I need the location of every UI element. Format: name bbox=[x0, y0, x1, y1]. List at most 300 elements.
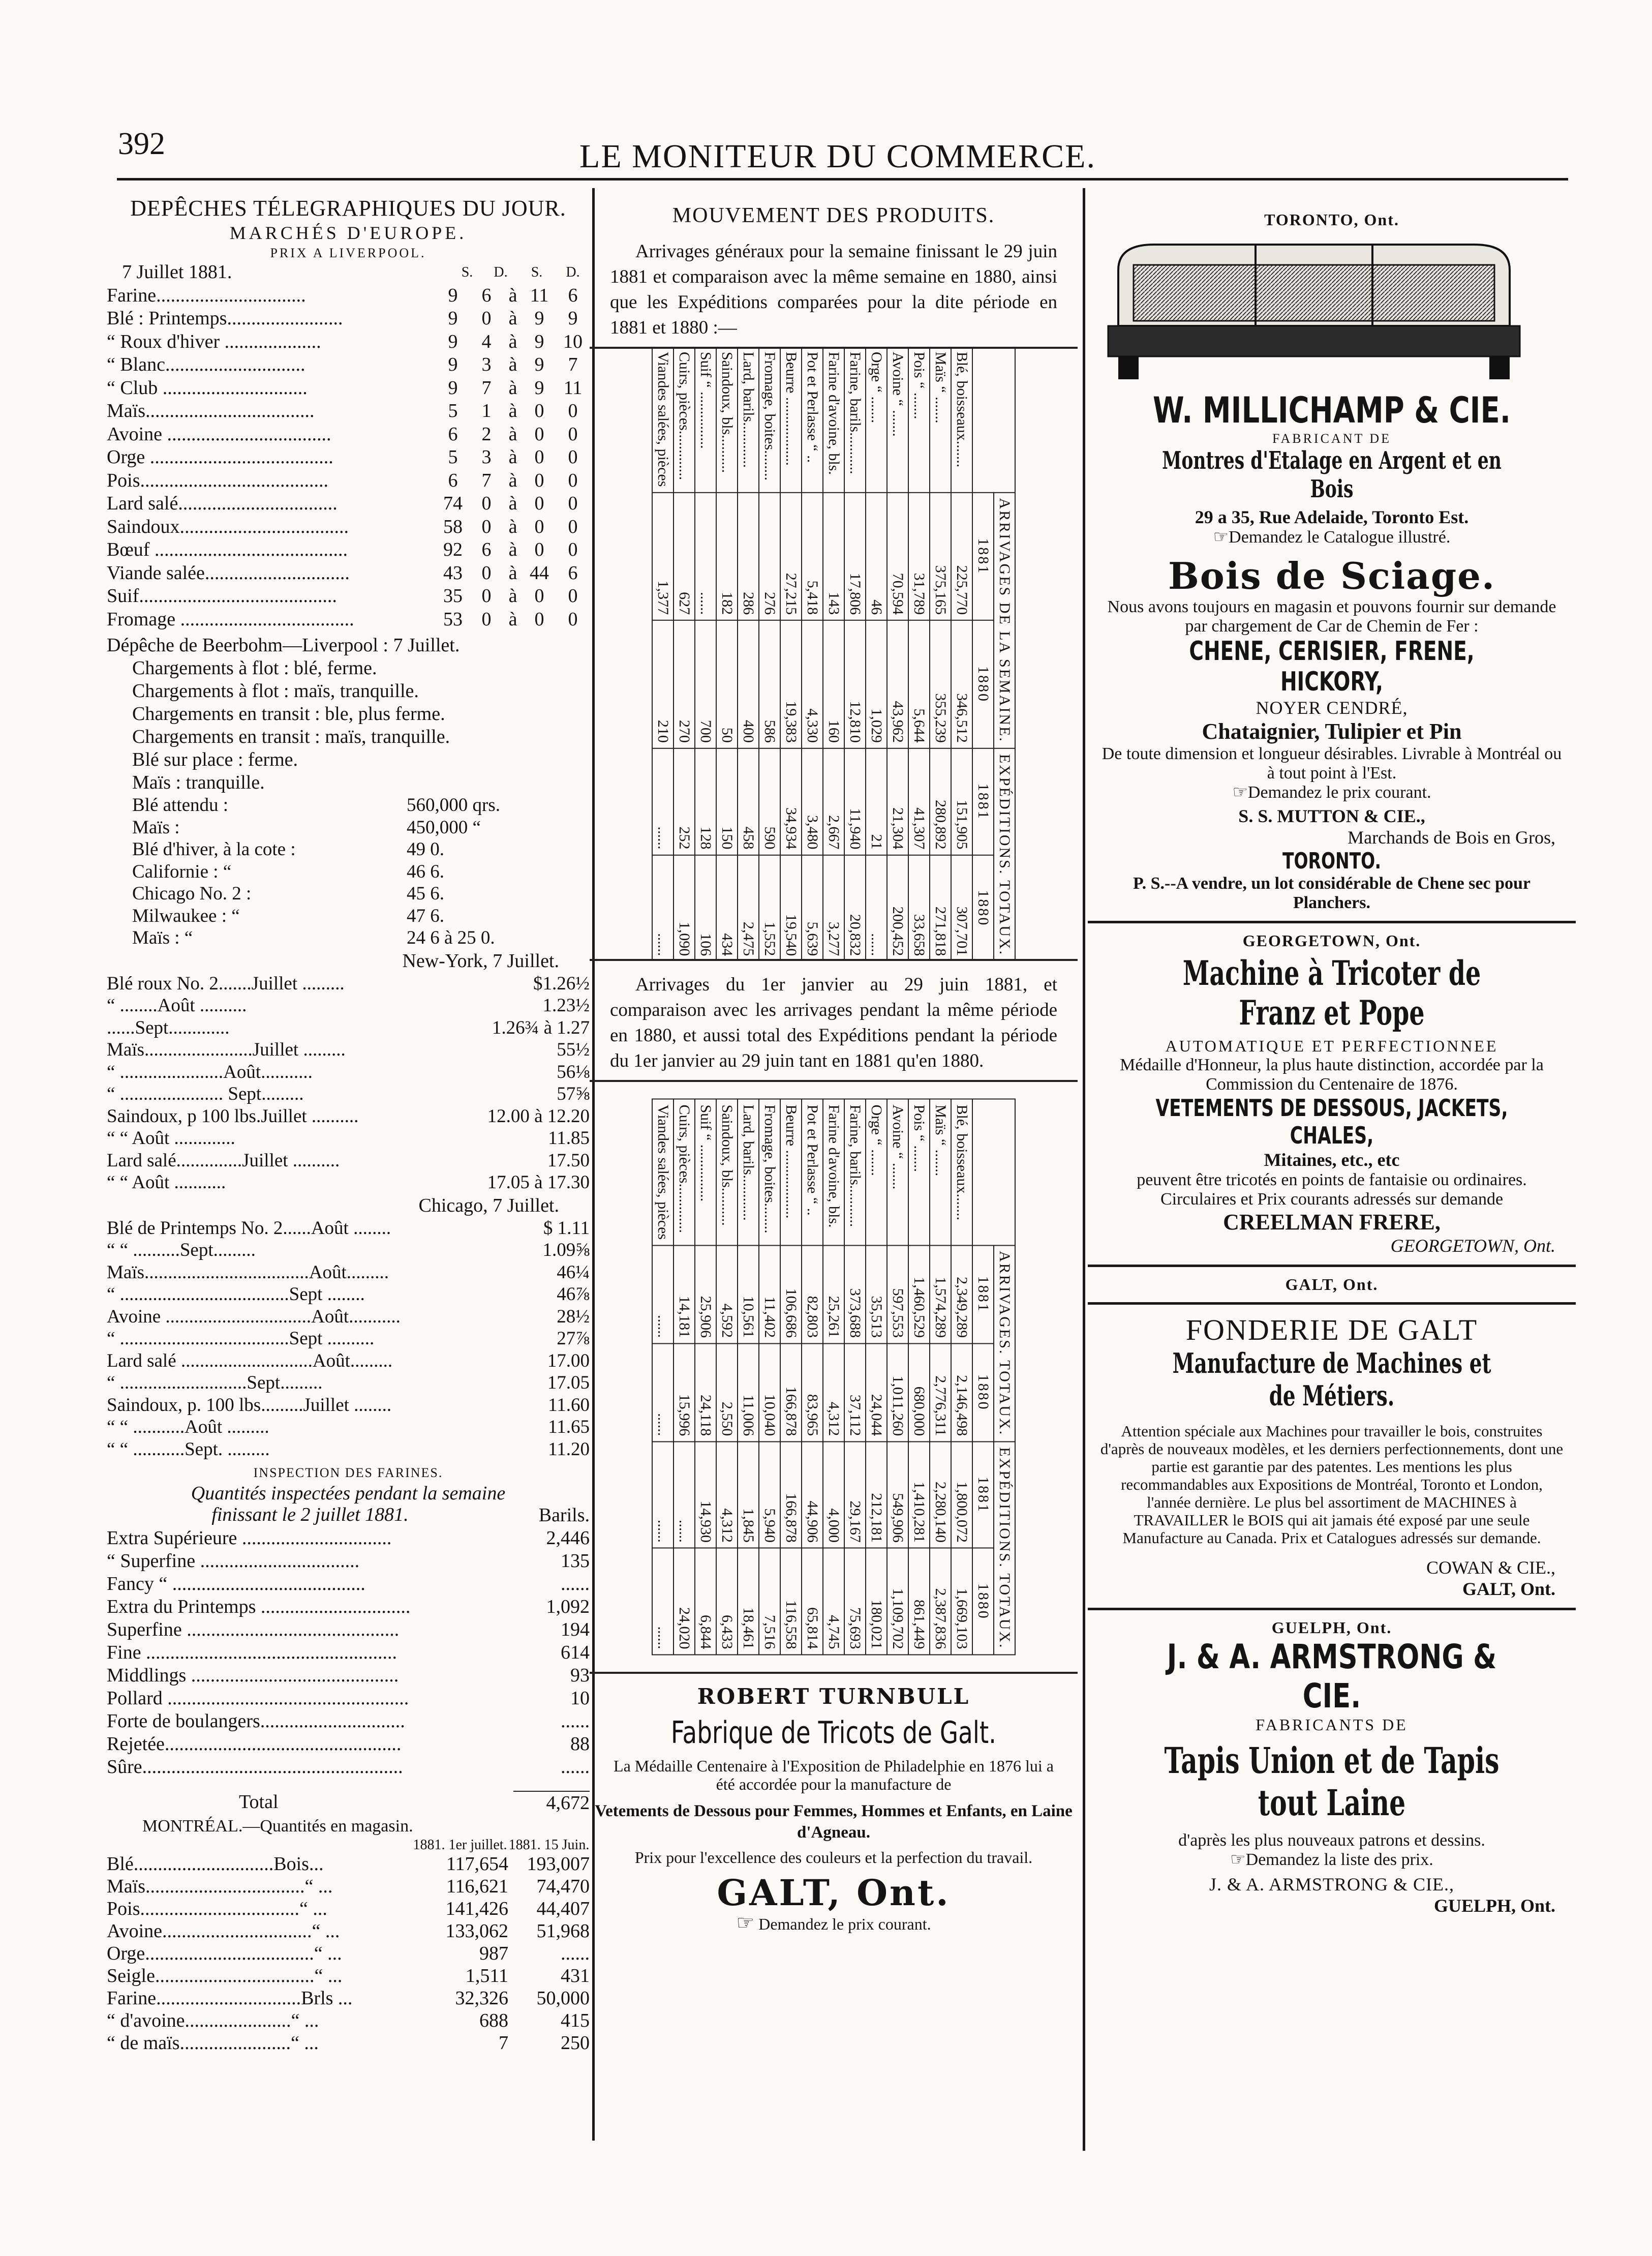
right-column bbox=[1088, 188, 1576, 2241]
table-cell: 225,770 bbox=[951, 492, 972, 620]
product-name: Farine d'avoine, bls. bbox=[823, 347, 844, 492]
guelph-heading: GUELPH, Ont. bbox=[1271, 1618, 1392, 1637]
table-cell: ...... bbox=[652, 1441, 674, 1548]
ny-value: 17.05 à 17.30 bbox=[487, 1172, 590, 1193]
table-cell: 37,112 bbox=[844, 1343, 866, 1441]
table-row bbox=[951, 1099, 972, 1655]
montreal-heading: MONTRÉAL.—Quantités en magasin. bbox=[142, 1817, 413, 1836]
price-s2: 44 bbox=[530, 562, 549, 584]
montreal-value-1880: 415 bbox=[561, 2010, 590, 2031]
montreal-value-1880: 431 bbox=[561, 1965, 590, 1987]
ny-row bbox=[107, 1127, 590, 1150]
price-a: à bbox=[508, 585, 517, 607]
table-cell: 50 bbox=[716, 620, 738, 748]
montreal-row bbox=[107, 1942, 590, 1965]
inspection-subheading-2: finissant le 2 juillet 1881. bbox=[211, 1504, 409, 1525]
table-cell: 44,906 bbox=[802, 1441, 823, 1548]
price-row bbox=[107, 307, 590, 330]
montreal-row bbox=[107, 1898, 590, 1920]
table-cell: 1,377 bbox=[652, 492, 674, 620]
table-row bbox=[887, 1099, 908, 1655]
price-s2: 11 bbox=[530, 284, 549, 306]
ny-row bbox=[107, 1017, 590, 1039]
price-s1: 6 bbox=[448, 469, 458, 491]
price-d2: 0 bbox=[568, 423, 578, 445]
mtl-col-2: 1881. 15 Juin. bbox=[508, 1837, 590, 1853]
galt-heading: GALT, Ont. bbox=[1285, 1275, 1379, 1294]
price-d2: 0 bbox=[568, 516, 578, 537]
price-row bbox=[107, 446, 590, 469]
price-label: Fromage .................................... bbox=[107, 608, 354, 630]
price-s1: 58 bbox=[443, 516, 463, 537]
table-cell: 4,000 bbox=[823, 1441, 844, 1548]
chi-row bbox=[107, 1438, 590, 1461]
table-cell: 17,806 bbox=[844, 492, 866, 620]
montreal-row bbox=[107, 1920, 590, 1942]
bois-text-2: De toute dimension et longueur désirables. Livrable à Montréal ou à tout point à l'Est. bbox=[1102, 744, 1562, 783]
chi-label: Saindoux, p. 100 lbs.........Juillet ........ bbox=[107, 1394, 392, 1416]
chi-value: 28½ bbox=[557, 1306, 590, 1327]
table-cell: 6,844 bbox=[695, 1548, 716, 1655]
table-cell: ...... bbox=[674, 1441, 695, 1548]
flour-row bbox=[107, 1596, 590, 1618]
flour-value: 614 bbox=[561, 1642, 590, 1663]
ny-label: “ ...................... Sept......... bbox=[107, 1084, 304, 1104]
chi-label: Lard salé ............................Août......... bbox=[107, 1350, 393, 1371]
table-cell: 11,940 bbox=[844, 748, 866, 855]
price-s1: 9 bbox=[448, 284, 458, 306]
product-name: Avoine “ ....... bbox=[887, 347, 908, 492]
table-row bbox=[887, 347, 908, 961]
price-header: 7 Juillet 1881. S. D. S. D. bbox=[107, 261, 590, 284]
table-head-expeditions: EXPÉDITIONS. TOTAUX. bbox=[994, 748, 1015, 961]
bois-ps: P. S.--A vendre, un lot considérable de Chene sec pour Planchers. bbox=[1133, 874, 1531, 912]
table-cell: 150 bbox=[716, 748, 738, 855]
table-cell: 5,639 bbox=[802, 855, 823, 961]
price-a: à bbox=[508, 354, 517, 375]
product-name: Pot et Perlasse “ .. bbox=[802, 347, 823, 492]
cowan-city: GALT, Ont. bbox=[1462, 1579, 1555, 1599]
montreal-value-1881: 141,426 bbox=[445, 1898, 508, 1919]
beerbohm-line: Chargements à flot : blé, ferme. bbox=[132, 657, 377, 679]
beerbohm-line: Maïs : tranquille. bbox=[132, 772, 265, 793]
chi-label: “ “ ..........Sept......... bbox=[107, 1240, 256, 1260]
attendu-row bbox=[107, 794, 590, 817]
price-s2: 9 bbox=[534, 330, 544, 352]
price-d2: 9 bbox=[568, 308, 578, 329]
product-name: Maïs “ ....... bbox=[930, 1099, 951, 1245]
price-d1: 6 bbox=[481, 539, 492, 560]
attendu-row bbox=[107, 905, 590, 927]
table-cell: 21,304 bbox=[887, 748, 908, 855]
attendu-row bbox=[107, 883, 590, 905]
table-cell: 128 bbox=[695, 748, 716, 855]
flour-value: 2,446 bbox=[546, 1527, 590, 1549]
table-cell: 4,312 bbox=[823, 1343, 844, 1441]
price-s2: 9 bbox=[534, 377, 544, 399]
product-name: Maïs “ ....... bbox=[930, 347, 951, 492]
flour-label: Extra Supérieure ............................... bbox=[107, 1527, 392, 1549]
product-name: Lard, barils............ bbox=[738, 347, 759, 492]
price-row bbox=[107, 469, 590, 493]
flour-label: Rejetée................................................. bbox=[107, 1733, 402, 1755]
flour-value: 1,092 bbox=[546, 1596, 590, 1617]
table-cell: 212,181 bbox=[866, 1441, 887, 1548]
table-row bbox=[738, 347, 759, 961]
beerbohm-line: Blé sur place : ferme. bbox=[132, 749, 298, 770]
chi-row bbox=[107, 1328, 590, 1350]
product-name: Fromage, boites........ bbox=[759, 347, 780, 492]
flour-row bbox=[107, 1641, 590, 1664]
price-s2: 0 bbox=[534, 585, 544, 607]
table-cell: 11,402 bbox=[759, 1245, 780, 1343]
table-cell: 590 bbox=[759, 748, 780, 855]
ny-value: 1.23½ bbox=[542, 995, 590, 1016]
pointing-hand-icon: ☞ bbox=[736, 1911, 755, 1934]
price-row bbox=[107, 538, 590, 562]
chi-label: “ “ ...........Sept. ......... bbox=[107, 1438, 270, 1460]
chi-value: 46¼ bbox=[557, 1261, 590, 1283]
table-cell: 627 bbox=[674, 492, 695, 620]
table-cell: 1,574,289 bbox=[930, 1245, 951, 1343]
product-name: Suif “ ............... bbox=[695, 347, 716, 492]
table-cell: 180,021 bbox=[866, 1548, 887, 1655]
armstrong-sub: FABRICANTS DE bbox=[1256, 1716, 1408, 1734]
table-cell: 355,239 bbox=[930, 620, 951, 748]
table-cell: 33,658 bbox=[908, 855, 930, 961]
montreal-row bbox=[107, 1853, 590, 1875]
table-cell: 271,818 bbox=[930, 855, 951, 961]
ny-row bbox=[107, 995, 590, 1017]
price-a: à bbox=[508, 608, 517, 630]
price-label: Suif......................................... bbox=[107, 585, 337, 607]
fonderie-title: FONDERIE DE GALT bbox=[1185, 1313, 1478, 1346]
table-cell: 25,261 bbox=[823, 1245, 844, 1343]
table-cell: 19,383 bbox=[780, 620, 802, 748]
price-label: Viande salée.............................. bbox=[107, 562, 350, 584]
ny-row bbox=[107, 1150, 590, 1172]
table-head-expeditions: EXPÉDITIONS. TOTAUX. bbox=[994, 1441, 1015, 1655]
table-cell: ...... bbox=[866, 855, 887, 961]
turnbull-text: La Médaille Centenaire à l'Exposition de Philadelphie en 1876 lui a été accordée pour la manufacture de bbox=[614, 1757, 1054, 1793]
product-name: Viandes salées, pièces bbox=[652, 1099, 674, 1245]
chicago-list bbox=[107, 1217, 590, 1461]
price-d2: 7 bbox=[568, 354, 578, 375]
chi-value: $ 1.11 bbox=[543, 1217, 590, 1239]
chi-label: Maïs...................................Août......... bbox=[107, 1261, 389, 1283]
flour-row bbox=[107, 1756, 590, 1779]
armstrong-firm: J. & A. ARMSTRONG & CIE., bbox=[1209, 1874, 1455, 1894]
date-label: 7 Juillet 1881. bbox=[122, 261, 232, 283]
turnbull-products: Vetements de Dessous pour Femmes, Hommes et Enfants, en Laine d'Agneau. bbox=[595, 1802, 1073, 1842]
price-d2: 0 bbox=[568, 585, 578, 607]
table-cell: 70,594 bbox=[887, 492, 908, 620]
divider bbox=[1088, 1608, 1576, 1610]
chicago-heading: Chicago, 7 Juillet. bbox=[418, 1194, 559, 1216]
table-cell: 11,006 bbox=[738, 1343, 759, 1441]
table-cell: 14,181 bbox=[674, 1245, 695, 1343]
table-row bbox=[674, 1099, 695, 1655]
millichamp-catalogue: ☞Demandez le Catalogue illustré. bbox=[1213, 528, 1451, 547]
table-cell: 373,688 bbox=[844, 1245, 866, 1343]
creelman-firm: CREELMAN FRERE, bbox=[1223, 1210, 1441, 1235]
table-cell: 24,020 bbox=[674, 1548, 695, 1655]
table-cell: 2,387,836 bbox=[930, 1548, 951, 1655]
machine-text-2: peuvent être tricotés en points de fantaisie ou ordinaires. bbox=[1137, 1170, 1527, 1189]
bois-title: Bois de Sciage. bbox=[1168, 554, 1496, 597]
price-label: Saindoux................................... bbox=[107, 516, 349, 537]
chi-label: “ ...........................Sept......... bbox=[107, 1372, 323, 1393]
attendu-list bbox=[107, 794, 590, 949]
chi-row bbox=[107, 1261, 590, 1284]
attendu-label: Blé attendu : bbox=[132, 795, 229, 816]
table-row bbox=[930, 347, 951, 961]
flour-row bbox=[107, 1573, 590, 1596]
price-a: à bbox=[508, 377, 517, 399]
price-d2: 10 bbox=[563, 330, 583, 352]
price-d1: 0 bbox=[481, 308, 492, 329]
chi-value: 17.05 bbox=[547, 1372, 590, 1393]
price-d2: 6 bbox=[568, 284, 578, 306]
price-s2: 0 bbox=[534, 400, 544, 422]
ny-heading: New-York, 7 Juillet. bbox=[402, 950, 559, 972]
attendu-label: Maïs : “ bbox=[132, 927, 193, 948]
page-title: LE MONITEUR DU COMMERCE. bbox=[579, 138, 1096, 175]
table-cell: 1,800,072 bbox=[951, 1441, 972, 1548]
product-name: Pot et Perlasse “ .. bbox=[802, 1099, 823, 1245]
table-cell: 160 bbox=[823, 620, 844, 748]
product-name: Blé, boisseaux....... bbox=[951, 1099, 972, 1245]
table-cell: 286 bbox=[738, 492, 759, 620]
turnbull-text-2: Prix pour l'excellence des couleurs et la perfection du travail. bbox=[634, 1848, 1033, 1867]
price-s2: 0 bbox=[534, 516, 544, 537]
product-name: Fromage, boites........ bbox=[759, 1099, 780, 1245]
montreal-value-1881: 688 bbox=[479, 2010, 508, 2031]
price-s1: 9 bbox=[448, 377, 458, 399]
table-cell: 182 bbox=[716, 492, 738, 620]
weekly-table-wrap bbox=[590, 347, 1078, 961]
price-d1: 7 bbox=[481, 469, 492, 491]
montreal-value-1881: 32,326 bbox=[455, 1988, 508, 2009]
montreal-value-1881: 1,511 bbox=[465, 1965, 508, 1987]
table-cell: 1,090 bbox=[674, 855, 695, 961]
attendu-value: 45 6. bbox=[407, 883, 444, 904]
price-s2: 0 bbox=[534, 493, 544, 514]
table-year: 1881 bbox=[972, 1441, 994, 1548]
beerbohm-list bbox=[107, 657, 590, 794]
page-number: 392 bbox=[118, 127, 165, 161]
flour-row bbox=[107, 1664, 590, 1687]
table-row bbox=[780, 1099, 802, 1655]
product-name: Avoine “ ....... bbox=[887, 1099, 908, 1245]
price-a: à bbox=[508, 493, 517, 514]
price-row bbox=[107, 284, 590, 308]
table-row bbox=[695, 1099, 716, 1655]
ny-label: “ “ Août ........... bbox=[107, 1172, 226, 1193]
table-cell: 400 bbox=[738, 620, 759, 748]
attendu-row bbox=[107, 838, 590, 861]
table-cell: 307,701 bbox=[951, 855, 972, 961]
attendu-row bbox=[107, 861, 590, 883]
price-d1: 2 bbox=[481, 423, 492, 445]
price-label: “ Club .............................. bbox=[107, 377, 308, 399]
table-head-arrivages: ARRIVAGES. TOTAUX. bbox=[994, 1245, 1015, 1441]
attendu-label: Maïs : bbox=[132, 817, 180, 838]
price-s2: 9 bbox=[534, 308, 544, 329]
price-d1: 0 bbox=[481, 608, 492, 630]
divider bbox=[1088, 1302, 1576, 1305]
table-row bbox=[802, 1099, 823, 1655]
montreal-label: Pois.................................“ ... bbox=[107, 1898, 327, 1919]
montreal-label: Maïs.................................“ ... bbox=[107, 1876, 333, 1897]
price-s1: 5 bbox=[448, 446, 458, 468]
montreal-label: Orge...................................“ ... bbox=[107, 1943, 342, 1964]
ny-value: $1.26½ bbox=[533, 973, 590, 994]
table-cell: 346,512 bbox=[951, 620, 972, 748]
cumulative-intro: Arrivages du 1er janvier au 29 juin 1881, et comparaison avec les arrivages pendant la même période en 1880, et aussi total des Expéditions pendant la période du 1er janvier au 29 juin tant en 1881 qu'en 1880. bbox=[610, 974, 1057, 1071]
attendu-value: 46 6. bbox=[407, 861, 444, 882]
price-s2: 0 bbox=[534, 539, 544, 560]
table-cell: 106,686 bbox=[780, 1245, 802, 1343]
table-cell: 27,215 bbox=[780, 492, 802, 620]
table-cell: 35,513 bbox=[866, 1245, 887, 1343]
table-cell: 5,940 bbox=[759, 1441, 780, 1548]
product-name: Lard, barils............ bbox=[738, 1099, 759, 1245]
table-cell: 31,789 bbox=[908, 492, 930, 620]
table-cell: 151,905 bbox=[951, 748, 972, 855]
price-s1: 92 bbox=[443, 539, 463, 560]
product-name: Farine d'avoine, bls. bbox=[823, 1099, 844, 1245]
ny-value: 57⅝ bbox=[557, 1084, 590, 1104]
table-cell: 166,878 bbox=[780, 1343, 802, 1441]
armstrong-name: J. & A. ARMSTRONG & CIE. bbox=[1167, 1637, 1497, 1716]
price-row bbox=[107, 377, 590, 400]
price-a: à bbox=[508, 562, 517, 584]
product-name: Orge “ ....... bbox=[866, 1099, 887, 1245]
product-name: Cuirs, pièces............. bbox=[674, 347, 695, 492]
flour-label: Pollard .................................................. bbox=[107, 1688, 409, 1709]
flour-label: Sûre...................................................... bbox=[107, 1756, 403, 1778]
table-year: 1880 bbox=[972, 620, 994, 748]
mouvement-intro: Arrivages généraux pour la semaine finissant le 29 juin 1881 et comparaison avec la même semaine en 1880, ainsi que les Expéditions comparées pour la dite période en 1881 et 1880 :— bbox=[610, 241, 1057, 338]
product-name: Beurre .................. bbox=[780, 1099, 802, 1245]
price-a: à bbox=[508, 330, 517, 352]
table-year: 1881 bbox=[972, 1245, 994, 1343]
product-name: Cuirs, pièces............. bbox=[674, 1099, 695, 1245]
machine-circulaires: Circulaires et Prix courants adressés sur demande bbox=[1160, 1190, 1504, 1209]
beerbohm-heading: Dépêche de Beerbohm—Liverpool : 7 Juillet. bbox=[107, 635, 460, 656]
ny-row bbox=[107, 973, 590, 995]
table-cell: 24,044 bbox=[866, 1343, 887, 1441]
ny-label: Blé roux No. 2.......Juillet ......... bbox=[107, 973, 345, 994]
price-a: à bbox=[508, 446, 517, 468]
table-row bbox=[866, 1099, 887, 1655]
flour-label: “ Superfine ................................. bbox=[107, 1550, 360, 1572]
mouvement-title: MOUVEMENT DES PRODUITS. bbox=[672, 204, 995, 227]
table-corner bbox=[972, 347, 1015, 492]
fonderie-sub: Manufacture de Machines et de Métiers. bbox=[1172, 1347, 1491, 1412]
table-cell: 19,540 bbox=[780, 855, 802, 961]
divider bbox=[1088, 1265, 1576, 1267]
georgetown-heading: GEORGETOWN, Ont. bbox=[1242, 931, 1421, 950]
montreal-row bbox=[107, 1875, 590, 1898]
inspection-subheading: Quantités inspectées pendant la semaine bbox=[191, 1483, 506, 1504]
price-d2: 6 bbox=[568, 562, 578, 584]
price-s2: 9 bbox=[534, 354, 544, 375]
price-label: Pois....................................... bbox=[107, 469, 328, 491]
table-cell: ...... bbox=[652, 748, 674, 855]
attendu-row bbox=[107, 817, 590, 839]
table-row bbox=[951, 347, 972, 961]
price-label: Maïs................................... bbox=[107, 400, 315, 422]
bois-marchands: Marchands de Bois en Gros, bbox=[1348, 827, 1555, 848]
price-s2: 0 bbox=[534, 469, 544, 491]
price-row bbox=[107, 492, 590, 516]
table-row bbox=[716, 347, 738, 961]
flour-row bbox=[107, 1618, 590, 1641]
cowan-firm: COWAN & CIE., bbox=[1426, 1557, 1555, 1578]
cumulative-table-wrap bbox=[590, 1080, 1078, 1674]
ny-row bbox=[107, 1105, 590, 1128]
chi-value: 11.20 bbox=[548, 1438, 590, 1460]
table-cell: 458 bbox=[738, 748, 759, 855]
price-row bbox=[107, 353, 590, 377]
table-cell: 270 bbox=[674, 620, 695, 748]
chi-value: 46⅞ bbox=[557, 1284, 590, 1305]
price-d2: 11 bbox=[563, 377, 583, 399]
price-d2: 0 bbox=[568, 493, 578, 514]
table-cell: 1,460,529 bbox=[908, 1245, 930, 1343]
flour-label: Middlings ........................................... bbox=[107, 1665, 399, 1686]
price-d1: 0 bbox=[481, 493, 492, 514]
price-d1: 0 bbox=[481, 516, 492, 537]
ny-row bbox=[107, 1083, 590, 1105]
table-cell: ...... bbox=[695, 492, 716, 620]
price-s1: 9 bbox=[448, 330, 458, 352]
ny-label: “ “ Août ............. bbox=[107, 1128, 235, 1149]
bois-noyer: NOYER CENDRÉ, bbox=[1256, 698, 1408, 718]
cumulative-table bbox=[652, 1098, 1016, 1655]
price-s1: 9 bbox=[448, 308, 458, 329]
price-s1: 9 bbox=[448, 354, 458, 375]
product-name: Viandes salées, pièces bbox=[652, 347, 674, 492]
chi-row bbox=[107, 1372, 590, 1394]
price-s1: 53 bbox=[443, 608, 463, 630]
table-cell: 276 bbox=[759, 492, 780, 620]
bois-text: Nous avons toujours en magasin et pouvons fournir sur demande par chargement de Car de Chemin de Fer : bbox=[1107, 597, 1556, 636]
montreal-row bbox=[107, 2032, 590, 2054]
montreal-value-1881: 987 bbox=[479, 1943, 508, 1964]
table-row bbox=[674, 347, 695, 961]
table-cell: 46 bbox=[866, 492, 887, 620]
table-cell: 1,029 bbox=[866, 620, 887, 748]
fonderie-text: Attention spéciale aux Machines pour travailler le bois, construites d'après de nouveaux modèles, et les derniers perfectionnements, dont une partie est garantie par des patentes. Les mentions les plus recommandables aux Expositions de Montréal, Toronto et London, l'année dernière. Le plus bel assortiment de MACHINES à TRAVAILLER le BOIS qui ait jamais été exposé par une seule Manufacture au Canada. Prix et Catalogues adressés sur demande. bbox=[1100, 1422, 1564, 1547]
table-cell: 106 bbox=[695, 855, 716, 961]
table-cell: 116,558 bbox=[780, 1548, 802, 1655]
price-s1: 6 bbox=[448, 423, 458, 445]
table-cell: 10,561 bbox=[738, 1245, 759, 1343]
chi-row bbox=[107, 1283, 590, 1306]
ny-label: Maïs.......................Juillet ......... bbox=[107, 1039, 346, 1060]
attendu-value: 450,000 “ bbox=[407, 817, 481, 838]
attendu-value: 560,000 qrs. bbox=[407, 795, 500, 816]
millichamp-address: 29 a 35, Rue Adelaide, Toronto Est. bbox=[1195, 507, 1469, 527]
table-year: 1880 bbox=[972, 1548, 994, 1655]
chi-row bbox=[107, 1217, 590, 1240]
table-row bbox=[802, 347, 823, 961]
flour-value: 93 bbox=[570, 1665, 590, 1686]
weekly-table bbox=[652, 347, 1016, 961]
